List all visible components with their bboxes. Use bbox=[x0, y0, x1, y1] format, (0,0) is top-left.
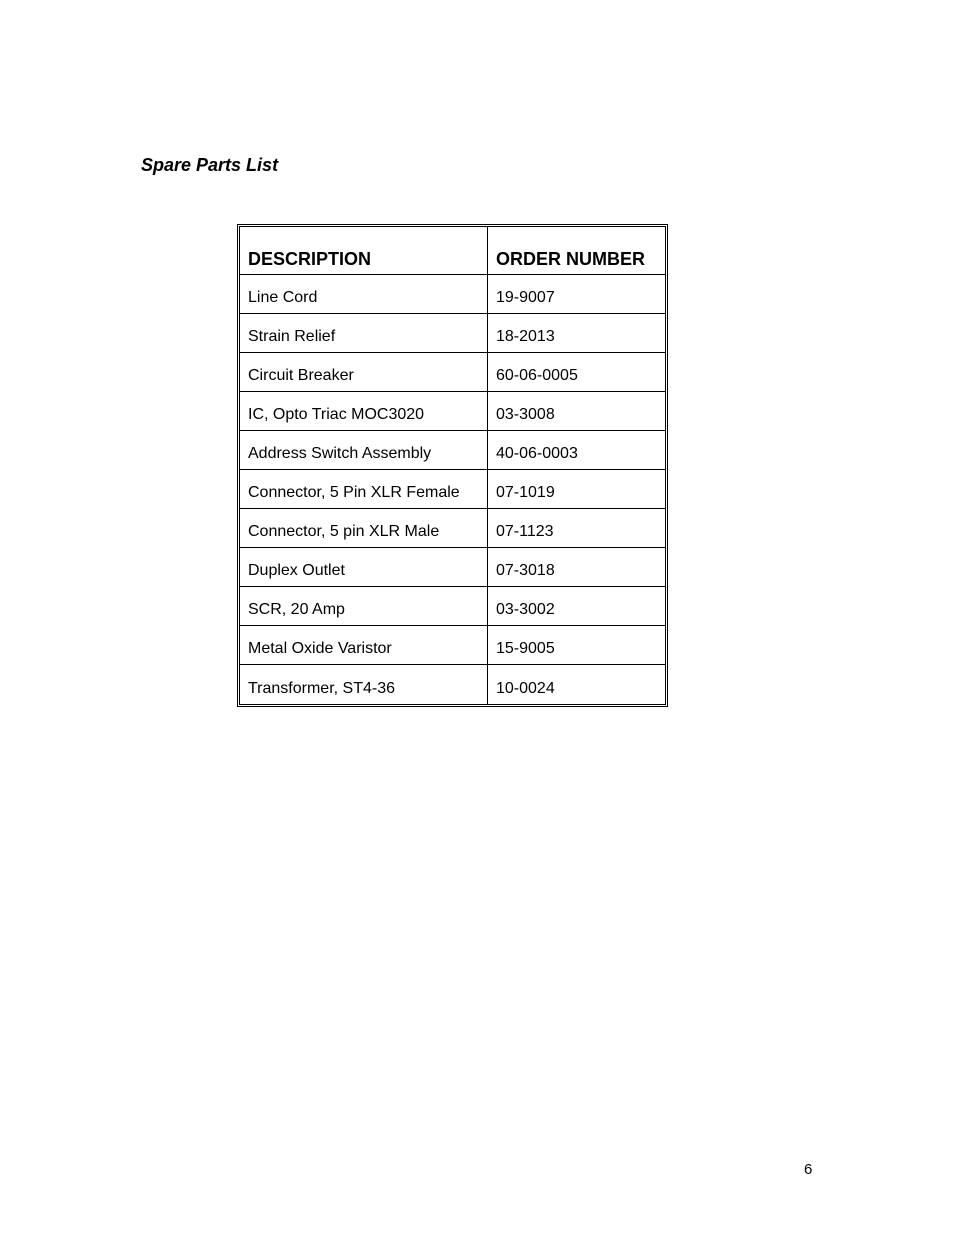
cell-order-number: 40-06-0003 bbox=[488, 431, 665, 470]
cell-order-number: 60-06-0005 bbox=[488, 353, 665, 392]
table-row bbox=[240, 665, 665, 704]
header-order-number: ORDER NUMBER bbox=[488, 227, 665, 275]
cell-description: Metal Oxide Varistor bbox=[240, 626, 488, 665]
cell-description: SCR, 20 Amp bbox=[240, 587, 488, 626]
table-row bbox=[240, 392, 665, 431]
table-row bbox=[240, 431, 665, 470]
cell-description: Strain Relief bbox=[240, 314, 488, 353]
cell-description: Circuit Breaker bbox=[240, 353, 488, 392]
table-row bbox=[240, 470, 665, 509]
cell-order-number: 15-9005 bbox=[488, 626, 665, 665]
cell-description: Connector, 5 Pin XLR Female bbox=[240, 470, 488, 509]
cell-order-number: 19-9007 bbox=[488, 275, 665, 314]
table-row bbox=[240, 548, 665, 587]
cell-order-number: 07-1019 bbox=[488, 470, 665, 509]
spare-parts-table bbox=[237, 224, 668, 707]
section-title: Spare Parts List bbox=[141, 155, 279, 175]
cell-description: Duplex Outlet bbox=[240, 548, 488, 587]
table-header-row bbox=[240, 227, 665, 275]
cell-description: Address Switch Assembly bbox=[240, 431, 488, 470]
page-number: 6 bbox=[804, 1161, 813, 1178]
table-row bbox=[240, 353, 665, 392]
cell-order-number: 03-3002 bbox=[488, 587, 665, 626]
cell-description: Transformer, ST4-36 bbox=[240, 665, 488, 704]
cell-order-number: 03-3008 bbox=[488, 392, 665, 431]
cell-order-number: 07-1123 bbox=[488, 509, 665, 548]
cell-order-number: 10-0024 bbox=[496, 680, 555, 697]
table-row bbox=[240, 314, 665, 353]
table-row bbox=[240, 587, 665, 626]
cell-order-number: 18-2013 bbox=[488, 314, 665, 353]
cell-description: IC, Opto Triac MOC3020 bbox=[240, 392, 488, 431]
table-row bbox=[240, 626, 665, 665]
cell-description: Connector, 5 pin XLR Male bbox=[240, 509, 488, 548]
header-description: DESCRIPTION bbox=[240, 227, 488, 275]
table-row bbox=[240, 275, 665, 314]
cell-order-number: 07-3018 bbox=[488, 548, 665, 587]
table-row bbox=[240, 509, 665, 548]
cell-description: Line Cord bbox=[240, 275, 488, 314]
